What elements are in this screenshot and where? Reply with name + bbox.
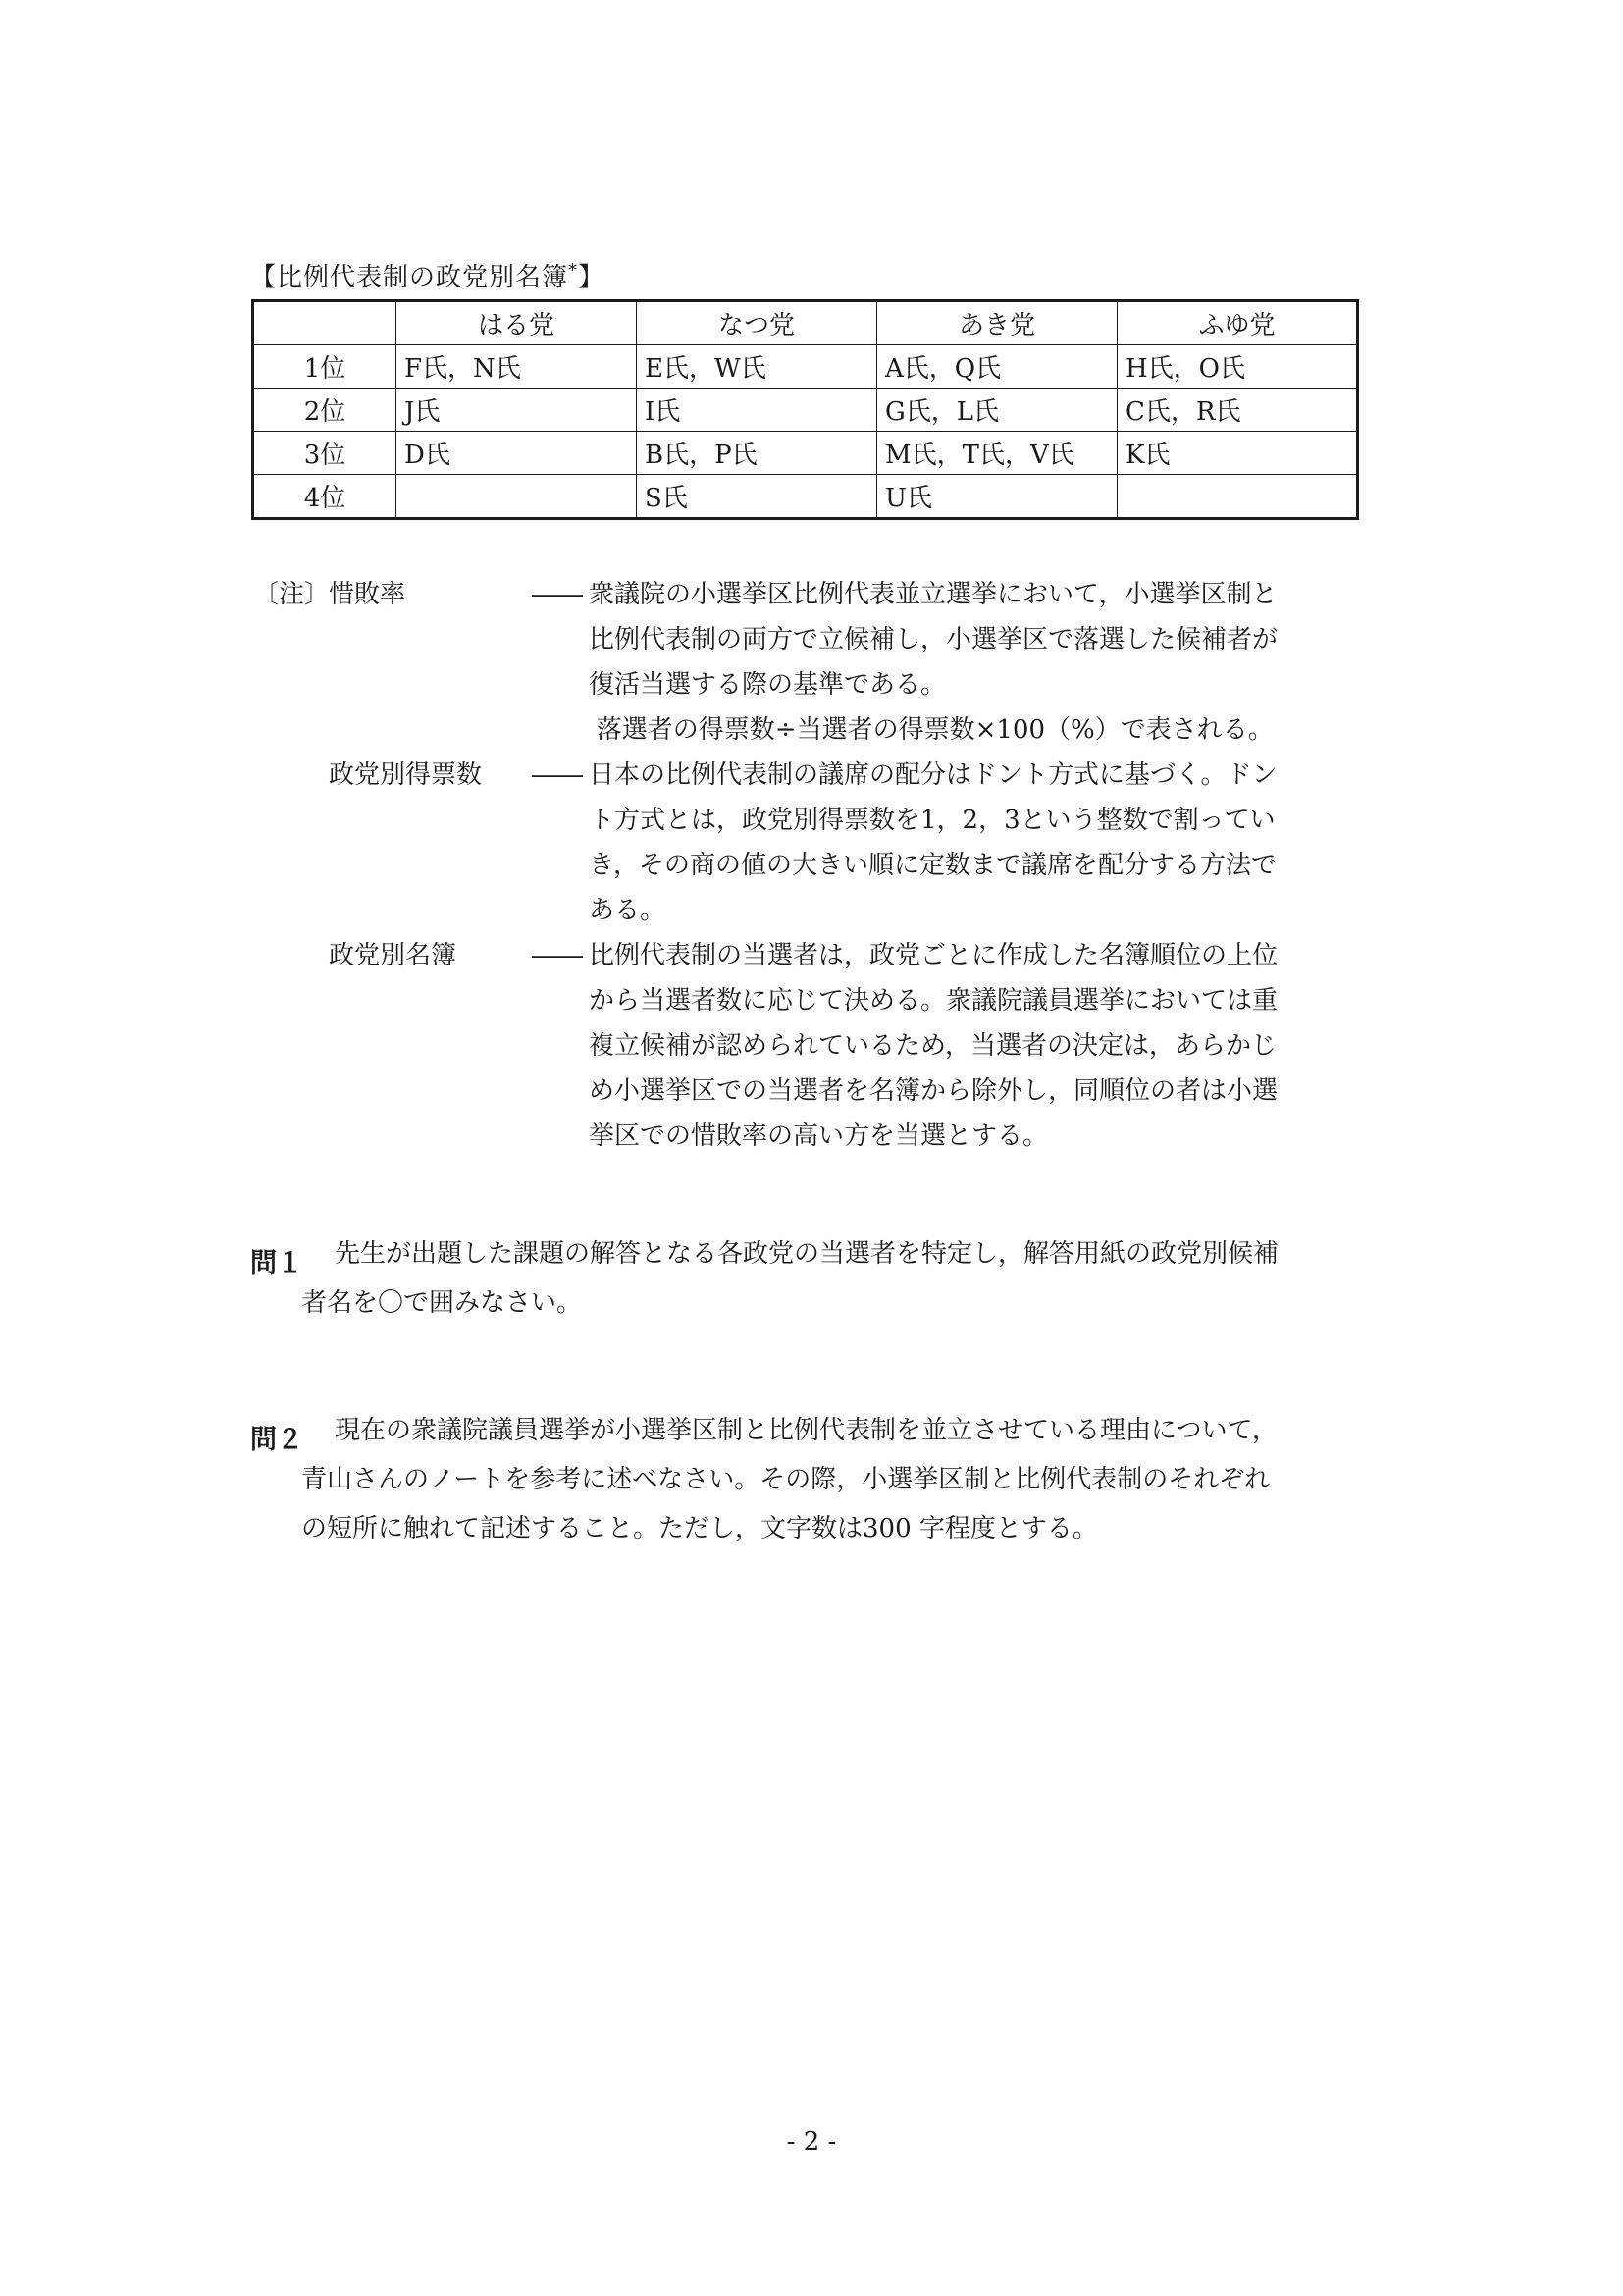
table-cell: F氏，N氏 (396, 345, 637, 389)
table-header-fuyu: ふゆ党 (1118, 301, 1358, 345)
table-cell: A氏，Q氏 (877, 345, 1118, 389)
note-body-meibo: 比例代表制の当選者は，政党ごとに作成した名簿順位の上位 から当選者数に応じて決める。衆議院議員選挙においては重 複立候補が認められているため，当選者の決定は，あらかじ め小選挙区での当選者を名簿から除外し，同順位の者は小選 挙区での惜敗率の高い方を当選とする。 (589, 941, 1279, 1151)
table-row (253, 389, 1358, 432)
table-cell: C氏，R氏 (1118, 389, 1358, 432)
note-dash: ―― (532, 760, 583, 790)
note-term-sekihairitsu: 惜敗率 (329, 580, 406, 609)
note-dash: ―― (532, 580, 583, 609)
note-dash: ―― (532, 941, 583, 970)
page-number: - 2 - (786, 2127, 837, 2157)
asterisk-mark: * (568, 260, 579, 282)
notes-label: 〔注〕 (253, 580, 331, 609)
table-cell: E氏，W氏 (637, 345, 877, 389)
note-term-tokuhyosu: 政党別得票数 (329, 760, 483, 790)
table-header-row (253, 301, 1358, 345)
table-header-aki: あき党 (877, 301, 1118, 345)
table-cell: B氏，P氏 (637, 432, 877, 475)
rank-cell: 4位 (253, 475, 396, 519)
table-cell (1118, 475, 1358, 519)
rank-cell: 1位 (253, 345, 396, 389)
table-cell (396, 475, 637, 519)
note-body-sekihairitsu: 衆議院の小選挙区比例代表並立選挙において，小選挙区制と 比例代表制の両方で立候補し，小選挙区で落選した候補者が 復活当選する際の基準である。 落選者の得票数÷当選者の得票数×100（%）で表される。 (589, 572, 1354, 753)
table-row (253, 432, 1358, 475)
table-header-blank (253, 301, 396, 345)
question-1-text: 先生が出題した課題の解答となる各政党の当選者を特定し，解答用紙の政党別候補 者名を〇で囲みなさい。 (301, 1239, 1280, 1318)
table-cell: M氏，T氏，V氏 (877, 432, 1118, 475)
table-cell: U氏 (877, 475, 1118, 519)
note-term-meibo: 政党別名簿 (329, 941, 457, 970)
table-cell: J氏 (396, 389, 637, 432)
rank-cell: 2位 (253, 389, 396, 432)
note-formula: 落選者の得票数÷当選者の得票数×100（%）で表される。 (596, 715, 1274, 745)
table-row (253, 345, 1358, 389)
table-cell: K氏 (1118, 432, 1358, 475)
table-row (253, 475, 1358, 519)
question-1-label: 問１ (250, 1248, 303, 1278)
table-header-haru: はる党 (396, 301, 637, 345)
table-cell: H氏，O氏 (1118, 345, 1358, 389)
table-cell: D氏 (396, 432, 637, 475)
party-list-table (251, 299, 1359, 520)
rank-cell: 3位 (253, 432, 396, 475)
table-cell: G氏，L氏 (877, 389, 1118, 432)
table-cell: S氏 (637, 475, 877, 519)
table-header-natsu: なつ党 (637, 301, 877, 345)
note-body-tokuhyosu: 日本の比例代表制の議席の配分はドント方式に基づく。ドン ト方式とは，政党別得票数を1，2，3という整数で割ってい き，その商の値の大きい順に定数まで議席を配分する方法で ある。 (589, 760, 1278, 925)
question-2-text: 現在の衆議院議員選挙が小選挙区制と比例代表制を並立させている理由について， 青山さんのノートを参考に述べなさい。その際，小選挙区制と比例代表制のそれぞれ の短所に触れて記述すること。ただし，文字数は300 字程度とする。 (301, 1416, 1278, 1543)
table-cell: I氏 (637, 389, 877, 432)
table-title: 【比例代表制の政党別名簿*】 (250, 260, 605, 292)
question-2-label: 問２ (250, 1425, 303, 1455)
